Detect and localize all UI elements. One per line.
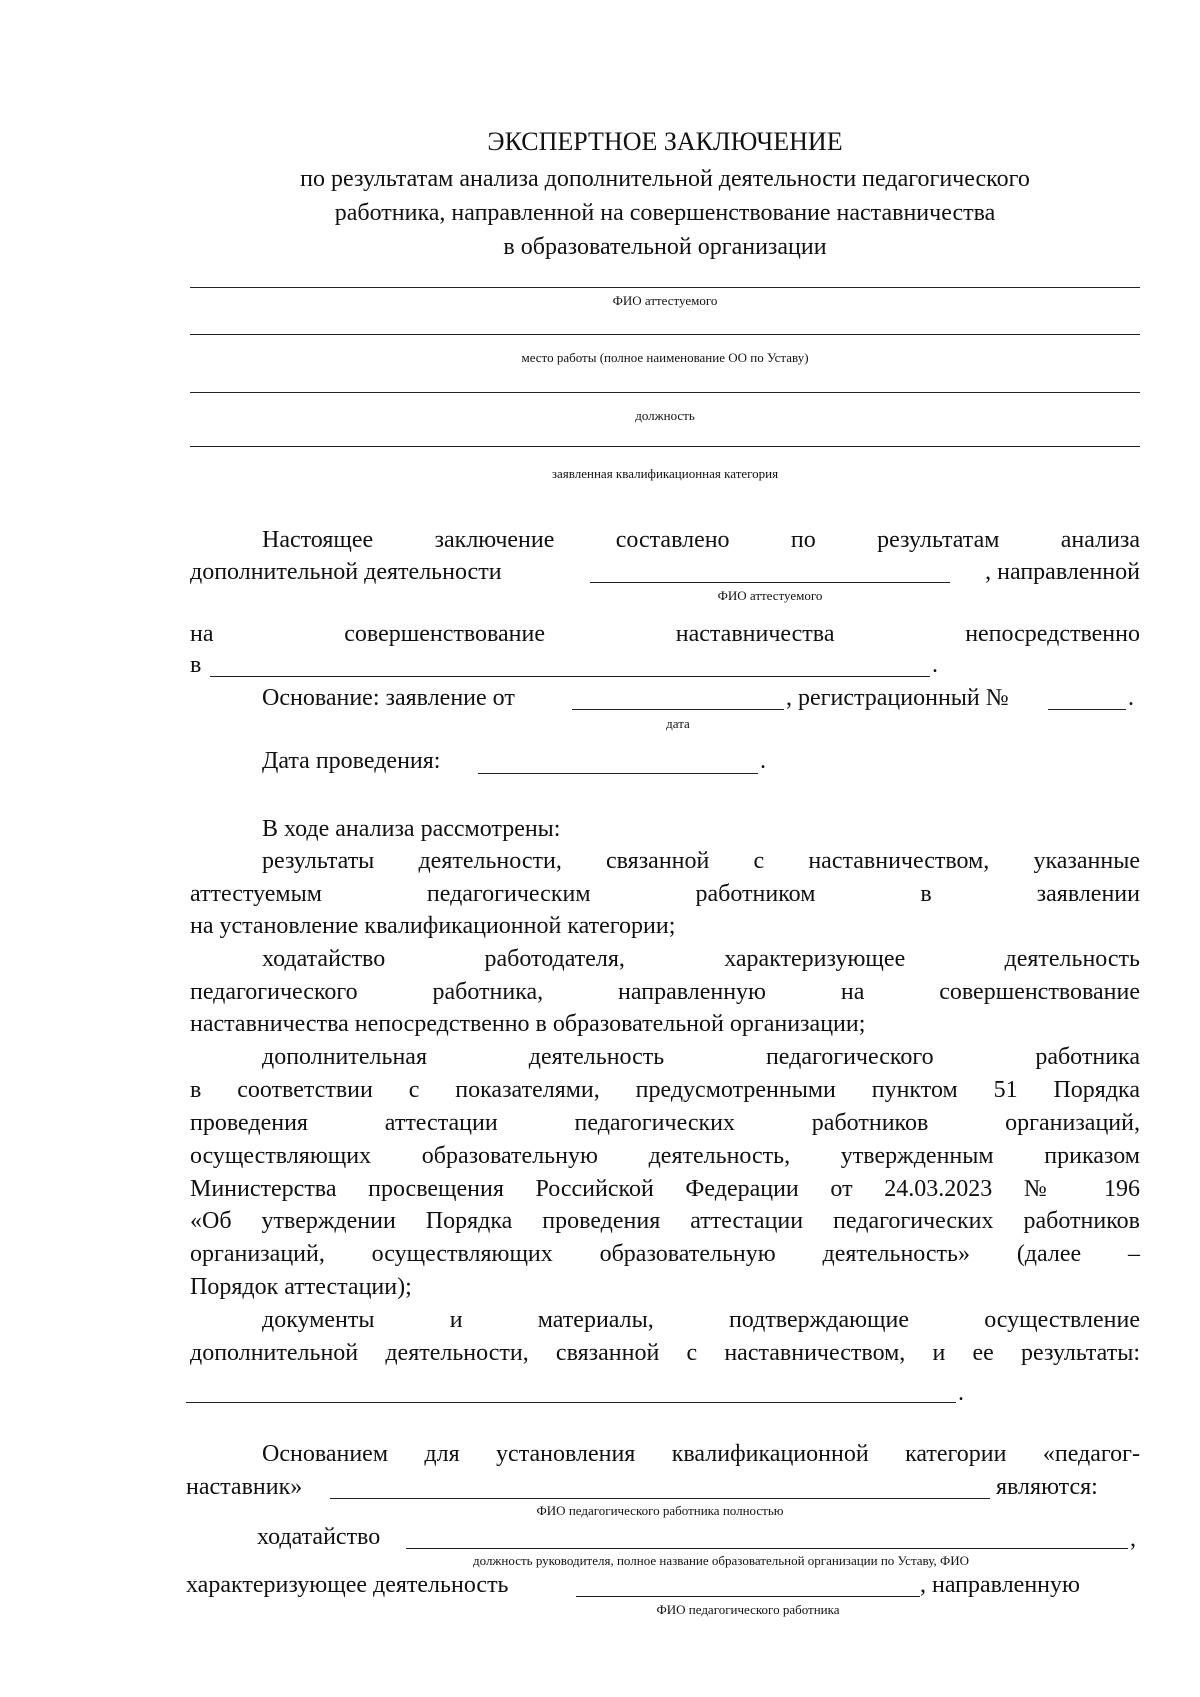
intro-line-2-start: дополнительной деятельности bbox=[190, 559, 502, 585]
category-caption: заявленная квалификационная категория bbox=[551, 466, 779, 481]
analysis-line-12: «Об утверждении Порядка проведения аттестации педагогических работников bbox=[190, 1208, 1140, 1234]
petition-blank[interactable] bbox=[406, 1548, 1128, 1549]
subtitle-line-2: работника, направленной на совершенствование наставничества bbox=[334, 200, 996, 226]
grounds-line-2-end: являются: bbox=[996, 1474, 1098, 1500]
position-field-line[interactable] bbox=[190, 392, 1140, 393]
organization-blank[interactable] bbox=[210, 676, 930, 677]
teacher-fio-caption: ФИО педагогического работника полностью bbox=[536, 1503, 784, 1518]
teacher-fio-blank[interactable] bbox=[330, 1498, 990, 1499]
analysis-line-3: на установление квалификационной категории; bbox=[190, 913, 676, 939]
date-caption: дата bbox=[666, 716, 690, 731]
document-title: ЭКСПЕРТНОЕ ЗАКЛЮЧЕНИЕ bbox=[487, 127, 843, 156]
analysis-line-10: осуществляющих образовательную деятельность, утвержденным приказом bbox=[190, 1143, 1140, 1169]
analysis-line-11: Министерства просвещения Российской Федерации от 24.03.2023 № 196 bbox=[190, 1176, 1140, 1202]
analysis-line-5: педагогического работника, направленную на совершенствование bbox=[190, 979, 1140, 1005]
petition-label: ходатайство bbox=[257, 1524, 381, 1550]
analysis-line-7: дополнительная деятельность педагогического работника bbox=[262, 1044, 1140, 1070]
workplace-field-line[interactable] bbox=[190, 334, 1140, 335]
intro-line-2-end: , направленной bbox=[985, 559, 1140, 585]
subtitle-line-3: в образовательной организации bbox=[503, 234, 827, 260]
fio-caption: ФИО аттестуемого bbox=[612, 293, 718, 308]
intro-line-4-start: в bbox=[190, 652, 202, 678]
date-end: . bbox=[760, 748, 766, 774]
fio-field-line[interactable] bbox=[190, 287, 1140, 288]
analysis-line-15: документы и материалы, подтверждающие осуществление bbox=[262, 1307, 1140, 1333]
analysis-line-2: аттестуемым педагогическим работником в заявлении bbox=[190, 881, 1140, 907]
date-label: Дата проведения: bbox=[262, 748, 441, 774]
intro-fio-blank[interactable] bbox=[590, 582, 950, 583]
intro-fio-caption: ФИО аттестуемого bbox=[717, 588, 823, 603]
date-blank[interactable] bbox=[478, 773, 758, 774]
grounds-line-2-start: наставник» bbox=[186, 1474, 303, 1500]
characterizing-label: характеризующее деятельность bbox=[186, 1572, 509, 1598]
analysis-line-8: в соответствии с показателями, предусмотренными пунктом 51 Порядка bbox=[190, 1077, 1140, 1103]
analysis-line-1: результаты деятельности, связанной с наставничеством, указанные bbox=[262, 848, 1140, 874]
analysis-line-16: дополнительной деятельности, связанной с наставничеством, и ее результаты: bbox=[190, 1340, 1140, 1366]
intro-line-1: Настоящее заключение составлено по результатам анализа bbox=[262, 527, 1141, 553]
position-caption: должность bbox=[635, 408, 695, 423]
basis-registration-label: , регистрационный № bbox=[786, 685, 1009, 711]
documents-end: . bbox=[958, 1380, 964, 1406]
petition-end: , bbox=[1130, 1526, 1136, 1552]
characterizing-caption: ФИО педагогического работника bbox=[656, 1602, 840, 1617]
registration-number-blank[interactable] bbox=[1048, 709, 1126, 710]
category-field-line[interactable] bbox=[190, 446, 1140, 447]
grounds-line-1: Основанием для установления квалификационной категории «педагог- bbox=[262, 1441, 1140, 1467]
analysis-line-13: организаций, осуществляющих образовательную деятельность» (далее – bbox=[190, 1241, 1140, 1267]
basis-label: Основание: заявление от bbox=[262, 685, 515, 711]
analysis-line-14: Порядок аттестации); bbox=[190, 1274, 412, 1300]
basis-end: . bbox=[1128, 685, 1134, 711]
intro-line-4-end: . bbox=[932, 652, 938, 678]
petition-caption: должность руководителя, полное название образовательной организации по Уставу, ФИО bbox=[473, 1553, 969, 1568]
analysis-line-6: наставничества непосредственно в образовательной организации; bbox=[190, 1011, 866, 1037]
analysis-line-9: проведения аттестации педагогических работников организаций, bbox=[190, 1110, 1140, 1136]
intro-line-3: на совершенствование наставничества непосредственно bbox=[190, 621, 1140, 647]
subtitle-line-1: по результатам анализа дополнительной деятельности педагогического bbox=[300, 166, 1030, 192]
application-date-blank[interactable] bbox=[572, 709, 784, 710]
documents-blank[interactable] bbox=[186, 1402, 956, 1403]
analysis-heading: В ходе анализа рассмотрены: bbox=[262, 816, 561, 842]
workplace-caption: место работы (полное наименование ОО по Уставу) bbox=[521, 350, 809, 365]
characterizing-blank[interactable] bbox=[576, 1596, 920, 1597]
analysis-line-4: ходатайство работодателя, характеризующее деятельность bbox=[262, 946, 1140, 972]
characterizing-end: , направленную bbox=[920, 1572, 1080, 1598]
